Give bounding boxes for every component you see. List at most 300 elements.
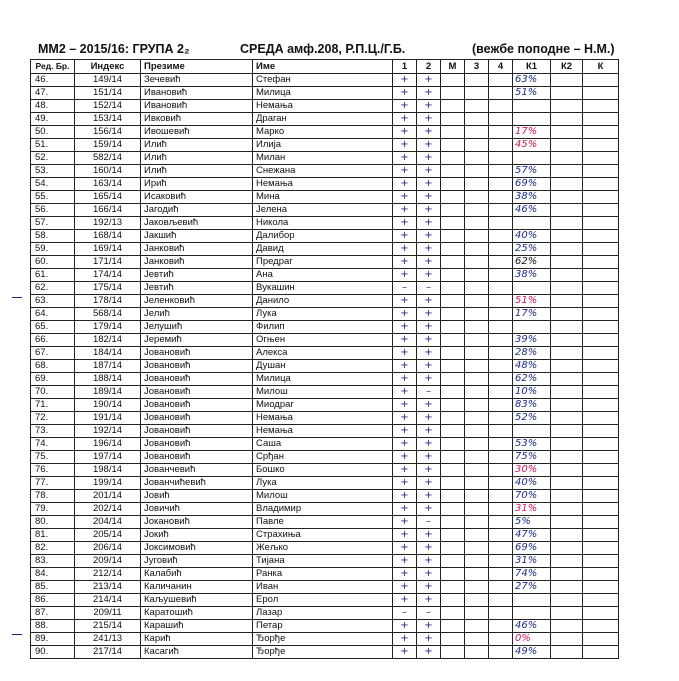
score-k — [583, 360, 619, 373]
score-k1: 39% — [513, 334, 551, 347]
table-row — [31, 178, 619, 191]
mark-col-m — [441, 386, 465, 399]
table-row — [31, 490, 619, 503]
score-k1: 69% — [513, 542, 551, 555]
student-surname: Јовановић — [141, 438, 253, 451]
student-surname: Јакшић — [141, 230, 253, 243]
score-k2 — [551, 620, 583, 633]
mark-col-3 — [465, 503, 489, 516]
student-surname: Јовановић — [141, 451, 253, 464]
table-row — [31, 360, 619, 373]
student-name: Милош — [253, 386, 393, 399]
mark-col-1: + — [393, 191, 417, 204]
score-k1 — [513, 607, 551, 620]
mark-col-1: + — [393, 581, 417, 594]
mark-col-m — [441, 399, 465, 412]
table-row — [31, 256, 619, 269]
score-k — [583, 516, 619, 529]
mark-col-4 — [489, 438, 513, 451]
mark-col-3 — [465, 607, 489, 620]
mark-col-2: + — [417, 113, 441, 126]
mark-col-2: + — [417, 490, 441, 503]
row-number: 89. — [31, 633, 75, 646]
mark-col-1: + — [393, 451, 417, 464]
score-k2 — [551, 646, 583, 659]
mark-col-m — [441, 360, 465, 373]
mark-col-2: + — [417, 464, 441, 477]
table-row — [31, 568, 619, 581]
score-k — [583, 139, 619, 152]
mark-col-1: + — [393, 464, 417, 477]
mark-col-3 — [465, 464, 489, 477]
student-index: 241/13 — [75, 633, 141, 646]
score-k2 — [551, 230, 583, 243]
student-name: Марко — [253, 126, 393, 139]
mark-col-4 — [489, 308, 513, 321]
score-k — [583, 113, 619, 126]
mark-col-4 — [489, 399, 513, 412]
mark-col-1: + — [393, 100, 417, 113]
score-k1: 38% — [513, 269, 551, 282]
mark-col-1: + — [393, 542, 417, 555]
score-k — [583, 477, 619, 490]
mark-col-4 — [489, 347, 513, 360]
score-k2 — [551, 321, 583, 334]
score-k1: 25% — [513, 243, 551, 256]
mark-col-1: + — [393, 620, 417, 633]
score-k — [583, 412, 619, 425]
student-index: 204/14 — [75, 516, 141, 529]
mark-col-3 — [465, 269, 489, 282]
mark-col-m — [441, 646, 465, 659]
mark-col-m — [441, 126, 465, 139]
row-number: 60. — [31, 256, 75, 269]
mark-col-m — [441, 425, 465, 438]
margin-dash-mark — [12, 634, 22, 635]
score-k — [583, 87, 619, 100]
score-k2 — [551, 204, 583, 217]
mark-col-3 — [465, 594, 489, 607]
student-surname: Ивановић — [141, 100, 253, 113]
row-number: 48. — [31, 100, 75, 113]
score-k1: 17% — [513, 126, 551, 139]
mark-col-4 — [489, 425, 513, 438]
mark-col-2: + — [417, 529, 441, 542]
col-header-k2: К2 — [551, 60, 583, 74]
mark-col-m — [441, 373, 465, 386]
score-k2 — [551, 217, 583, 230]
mark-col-1: + — [393, 139, 417, 152]
table-row — [31, 607, 619, 620]
score-k — [583, 386, 619, 399]
mark-col-4 — [489, 230, 513, 243]
mark-col-4 — [489, 477, 513, 490]
mark-col-1: + — [393, 217, 417, 230]
mark-col-1: + — [393, 74, 417, 87]
student-index: 151/14 — [75, 87, 141, 100]
mark-col-m — [441, 178, 465, 191]
score-k1 — [513, 594, 551, 607]
row-number: 54. — [31, 178, 75, 191]
mark-col-3 — [465, 295, 489, 308]
row-number: 53. — [31, 165, 75, 178]
student-name: Ерол — [253, 594, 393, 607]
mark-col-2: + — [417, 555, 441, 568]
student-name: Милица — [253, 373, 393, 386]
student-surname: Јелушић — [141, 321, 253, 334]
student-index: 156/14 — [75, 126, 141, 139]
mark-col-2: + — [417, 256, 441, 269]
student-surname: Каратошић — [141, 607, 253, 620]
mark-col-3 — [465, 568, 489, 581]
student-index: 212/14 — [75, 568, 141, 581]
student-surname: Илић — [141, 139, 253, 152]
mark-col-2: + — [417, 87, 441, 100]
student-name: Ђорђе — [253, 633, 393, 646]
student-name: Јелена — [253, 204, 393, 217]
mark-col-4 — [489, 646, 513, 659]
mark-col-4 — [489, 191, 513, 204]
score-k2 — [551, 243, 583, 256]
table-row — [31, 217, 619, 230]
score-k2 — [551, 360, 583, 373]
student-index: 209/14 — [75, 555, 141, 568]
score-k — [583, 191, 619, 204]
mark-col-1: + — [393, 360, 417, 373]
score-k1 — [513, 217, 551, 230]
student-index: 205/14 — [75, 529, 141, 542]
student-index: 199/14 — [75, 477, 141, 490]
session-info: СРЕДА амф.208, Р.П.Ц./Г.Б. — [240, 42, 406, 56]
row-number: 51. — [31, 139, 75, 152]
student-name: Огњен — [253, 334, 393, 347]
mark-col-3 — [465, 425, 489, 438]
table-row — [31, 87, 619, 100]
mark-col-3 — [465, 477, 489, 490]
score-k1: 74% — [513, 568, 551, 581]
mark-col-3 — [465, 334, 489, 347]
student-surname: Зечевић — [141, 74, 253, 87]
mark-col-m — [441, 87, 465, 100]
score-k1: 48% — [513, 360, 551, 373]
col-header-k: К — [583, 60, 619, 74]
mark-col-2: – — [417, 516, 441, 529]
student-surname: Исаковић — [141, 191, 253, 204]
col-header-4: 4 — [489, 60, 513, 74]
student-surname: Јовановић — [141, 347, 253, 360]
score-k1: 40% — [513, 477, 551, 490]
student-name: Саша — [253, 438, 393, 451]
score-k — [583, 334, 619, 347]
score-k2 — [551, 373, 583, 386]
score-k2 — [551, 490, 583, 503]
row-number: 61. — [31, 269, 75, 282]
mark-col-2: + — [417, 126, 441, 139]
mark-col-3 — [465, 113, 489, 126]
mark-col-1: + — [393, 555, 417, 568]
student-name: Немања — [253, 100, 393, 113]
mark-col-m — [441, 529, 465, 542]
score-k1 — [513, 113, 551, 126]
student-name: Владимир — [253, 503, 393, 516]
score-k2 — [551, 139, 583, 152]
table-row — [31, 373, 619, 386]
score-k1: 52% — [513, 412, 551, 425]
student-surname: Илић — [141, 165, 253, 178]
mark-col-m — [441, 581, 465, 594]
table-row — [31, 633, 619, 646]
score-k1: 75% — [513, 451, 551, 464]
row-number: 81. — [31, 529, 75, 542]
score-k2 — [551, 399, 583, 412]
student-name: Далибор — [253, 230, 393, 243]
mark-col-4 — [489, 607, 513, 620]
student-surname: Јаковљевић — [141, 217, 253, 230]
score-k — [583, 503, 619, 516]
mark-col-2: + — [417, 178, 441, 191]
mark-col-4 — [489, 256, 513, 269]
table-row — [31, 529, 619, 542]
student-surname: Јокановић — [141, 516, 253, 529]
student-name: Лука — [253, 308, 393, 321]
score-k — [583, 178, 619, 191]
table-row — [31, 230, 619, 243]
mark-col-4 — [489, 503, 513, 516]
student-index: 215/14 — [75, 620, 141, 633]
mark-col-4 — [489, 594, 513, 607]
mark-col-1: + — [393, 308, 417, 321]
mark-col-3 — [465, 373, 489, 386]
student-name: Бошко — [253, 464, 393, 477]
row-number: 46. — [31, 74, 75, 87]
mark-col-4 — [489, 464, 513, 477]
student-name: Илија — [253, 139, 393, 152]
score-k1: 45% — [513, 139, 551, 152]
row-number: 52. — [31, 152, 75, 165]
student-name: Немања — [253, 425, 393, 438]
mark-col-1: + — [393, 295, 417, 308]
score-k1: 46% — [513, 204, 551, 217]
mark-col-4 — [489, 568, 513, 581]
student-index: 174/14 — [75, 269, 141, 282]
row-number: 55. — [31, 191, 75, 204]
mark-col-m — [441, 412, 465, 425]
score-k — [583, 399, 619, 412]
score-k1 — [513, 100, 551, 113]
mark-col-2: + — [417, 152, 441, 165]
mark-col-1: + — [393, 334, 417, 347]
row-number: 77. — [31, 477, 75, 490]
mark-col-1: + — [393, 113, 417, 126]
mark-col-1: + — [393, 594, 417, 607]
mark-col-3 — [465, 451, 489, 464]
score-k2 — [551, 178, 583, 191]
mark-col-m — [441, 620, 465, 633]
student-name: Иван — [253, 581, 393, 594]
student-surname: Ивановић — [141, 87, 253, 100]
student-surname: Јованчићевић — [141, 477, 253, 490]
student-index: 568/14 — [75, 308, 141, 321]
row-number: 90. — [31, 646, 75, 659]
score-k1 — [513, 425, 551, 438]
student-name: Давид — [253, 243, 393, 256]
mark-col-3 — [465, 399, 489, 412]
mark-col-2: + — [417, 425, 441, 438]
student-surname: Каличанин — [141, 581, 253, 594]
student-surname: Ивковић — [141, 113, 253, 126]
mark-col-4 — [489, 490, 513, 503]
student-name: Стефан — [253, 74, 393, 87]
student-surname: Јевтић — [141, 269, 253, 282]
score-k2 — [551, 152, 583, 165]
mark-col-4 — [489, 412, 513, 425]
student-index: 179/14 — [75, 321, 141, 334]
score-k2 — [551, 451, 583, 464]
score-k — [583, 204, 619, 217]
student-index: 166/14 — [75, 204, 141, 217]
score-k1: 62% — [513, 373, 551, 386]
student-index: 192/13 — [75, 217, 141, 230]
mark-col-4 — [489, 620, 513, 633]
mark-col-m — [441, 204, 465, 217]
mark-col-4 — [489, 152, 513, 165]
row-number: 80. — [31, 516, 75, 529]
score-k2 — [551, 269, 583, 282]
row-number: 72. — [31, 412, 75, 425]
mark-col-m — [441, 334, 465, 347]
mark-col-4 — [489, 542, 513, 555]
mark-col-3 — [465, 620, 489, 633]
student-surname: Јанковић — [141, 243, 253, 256]
student-name: Предраг — [253, 256, 393, 269]
score-k2 — [551, 165, 583, 178]
mark-col-4 — [489, 555, 513, 568]
score-k1: 53% — [513, 438, 551, 451]
mark-col-2: + — [417, 399, 441, 412]
table-row — [31, 165, 619, 178]
mark-col-4 — [489, 321, 513, 334]
student-surname: Јокић — [141, 529, 253, 542]
score-k1: 63% — [513, 74, 551, 87]
student-surname: Јованчевић — [141, 464, 253, 477]
score-k1: 38% — [513, 191, 551, 204]
mark-col-1: – — [393, 607, 417, 620]
student-index: 209/11 — [75, 607, 141, 620]
mark-col-3 — [465, 646, 489, 659]
score-k1 — [513, 282, 551, 295]
mark-col-2: + — [417, 620, 441, 633]
score-k — [583, 425, 619, 438]
mark-col-4 — [489, 516, 513, 529]
mark-col-m — [441, 217, 465, 230]
score-k1 — [513, 152, 551, 165]
mark-col-m — [441, 230, 465, 243]
mark-col-m — [441, 165, 465, 178]
student-index: 153/14 — [75, 113, 141, 126]
table-row — [31, 269, 619, 282]
mark-col-1: + — [393, 425, 417, 438]
student-index: 152/14 — [75, 100, 141, 113]
score-k — [583, 152, 619, 165]
student-surname: Јовановић — [141, 412, 253, 425]
mark-col-4 — [489, 360, 513, 373]
mark-col-3 — [465, 529, 489, 542]
student-index: 192/14 — [75, 425, 141, 438]
student-name: Жељко — [253, 542, 393, 555]
table-row — [31, 139, 619, 152]
score-k2 — [551, 425, 583, 438]
mark-col-m — [441, 282, 465, 295]
score-k2 — [551, 126, 583, 139]
student-index: 178/14 — [75, 295, 141, 308]
score-k — [583, 607, 619, 620]
student-name: Ђорђе — [253, 646, 393, 659]
col-header-surname: Презиме — [141, 60, 253, 74]
student-surname: Касагић — [141, 646, 253, 659]
col-header-m: М — [441, 60, 465, 74]
table-row — [31, 646, 619, 659]
table-row — [31, 464, 619, 477]
student-surname: Јагодић — [141, 204, 253, 217]
mark-col-3 — [465, 256, 489, 269]
student-index: 171/14 — [75, 256, 141, 269]
student-index: 149/14 — [75, 74, 141, 87]
mark-col-m — [441, 516, 465, 529]
student-surname: Јовановић — [141, 373, 253, 386]
score-k2 — [551, 555, 583, 568]
table-row — [31, 295, 619, 308]
mark-col-3 — [465, 217, 489, 230]
mark-col-2: + — [417, 581, 441, 594]
mark-col-4 — [489, 282, 513, 295]
mark-col-1: + — [393, 633, 417, 646]
mark-col-3 — [465, 282, 489, 295]
mark-col-2: + — [417, 594, 441, 607]
score-k2 — [551, 516, 583, 529]
score-k2 — [551, 74, 583, 87]
mark-col-1: + — [393, 165, 417, 178]
mark-col-1: + — [393, 321, 417, 334]
student-surname: Карић — [141, 633, 253, 646]
mark-col-3 — [465, 386, 489, 399]
score-k1: 5% — [513, 516, 551, 529]
mark-col-3 — [465, 165, 489, 178]
student-index: 201/14 — [75, 490, 141, 503]
mark-col-2: + — [417, 243, 441, 256]
score-k — [583, 256, 619, 269]
row-number: 57. — [31, 217, 75, 230]
student-surname: Јеленковић — [141, 295, 253, 308]
mark-col-2: + — [417, 334, 441, 347]
mark-col-1: + — [393, 438, 417, 451]
score-k — [583, 529, 619, 542]
mark-col-2: + — [417, 646, 441, 659]
mark-col-1: + — [393, 477, 417, 490]
student-index: 188/14 — [75, 373, 141, 386]
mark-col-3 — [465, 516, 489, 529]
score-k — [583, 269, 619, 282]
student-index: 198/14 — [75, 464, 141, 477]
score-k2 — [551, 542, 583, 555]
mark-col-2: + — [417, 165, 441, 178]
score-k2 — [551, 529, 583, 542]
mark-col-3 — [465, 230, 489, 243]
student-index: 160/14 — [75, 165, 141, 178]
score-k1: 30% — [513, 464, 551, 477]
student-name: Никола — [253, 217, 393, 230]
student-index: 197/14 — [75, 451, 141, 464]
row-number: 70. — [31, 386, 75, 399]
